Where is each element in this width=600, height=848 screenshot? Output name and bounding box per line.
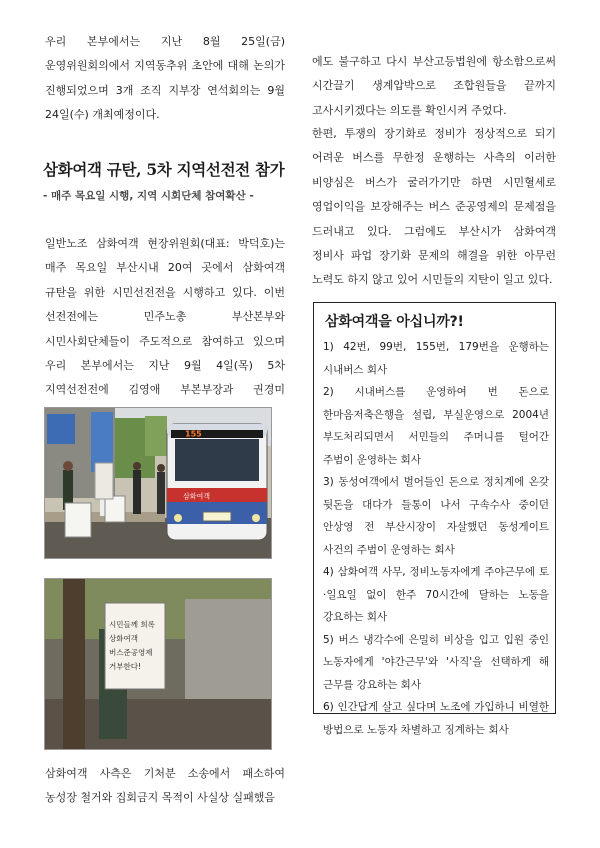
info-box-item-2: 2) 시내버스를 운영하여 번 돈으로 한마음저축은행을 설립, 부실운영으로 2004년 부도처리되면서 서민들의 주머니를 털어간 주범이 운영하는 회사: [323, 386, 549, 466]
sign-line-2: 상화여객: [109, 634, 138, 643]
sign-line-3: 버스준공영제: [109, 648, 153, 657]
bus-route-number: 155: [185, 429, 202, 439]
info-box-item-6: 6) 인간답게 살고 싶다며 노조에 가입하니 비열한 방법으로 노동자 차별하고 징계하는 회사: [323, 701, 549, 736]
right-top-paragraph: 에도 불구하고 다시 부산고등법원에 항소함으로써 시간끌기 생계압박으로 조합원들을 끝까지 고사시키겠다는 의도를 확인시켜 주었다.: [312, 55, 556, 117]
body-paragraph: 일반노조 삼화여객 현장위원회(대표: 박덕호)는 매주 목요일 부산시내 20여 곳에서 삼화여객 규탄을 위한 시민선전전을 시행하고 있다. 이번 선전전에는 민주노총 부산본부와 시민사회단체들이 주도적으로 참여하고 있으며 우리 본부에서는 지난 9월 4일(목) 5차 지역선전전에 김영애 부본부장과 권경미: [45, 237, 285, 397]
bus-destination: 삼화여객: [183, 492, 211, 501]
protest-sign-photo-image: [45, 579, 271, 749]
protest-sign-photo: [44, 578, 272, 750]
protest-bus-photo: [44, 407, 272, 559]
info-box-item-4: 4) 삼화여객 사무, 정비노동자에게 주야근무에 토·일요일 없이 한주 70시간에 달하는 노동을 강요하는 회사: [323, 566, 549, 623]
intro-paragraph: 우리 본부에서는 지난 8월 25일(금) 운영위원회의에서 지역동추위 초안에 대해 논의가 진행되었으며 3개 조직 지부장 연석회의는 9월 24일(수) 개최예정이다.: [45, 35, 285, 122]
protest-bus-photo-image: [45, 408, 271, 558]
info-box-item-5: 5) 버스 냉각수에 은밀히 비상을 입고 입원 중인 노동자에게 '야간근무'와 '사직'을 선택하게 해 근무를 강요하는 회사: [323, 633, 549, 691]
info-box-title: 삼화여객을 아십니까?!: [325, 314, 464, 330]
right-second-paragraph: 한편, 투쟁의 장기화로 정비가 정상적으로 되기 어려운 버스를 무한정 운행하는 사측의 이러한 비양심은 버스가 굴러가기만 하면 시민혈세로 영업이익을 보장해주는 버스 준공영제의 문제점을 드러내고 있다. 그럼에도 부산시가 삼화여객 정비사 파업 장기화 문제의 해결을 위한 아무런 노력도 하지 않고 있어 시민들의 지탄이 일고 있다.: [312, 127, 556, 287]
section-title: 삼화여객 규탄, 5차 지역선전전 참가: [43, 160, 285, 179]
sign-line-1: 시민들께 희록: [109, 620, 155, 629]
section-subtitle: - 매주 목요일 시행, 지역 시회단체 참여확산 -: [43, 190, 254, 202]
info-box-item-3: 3) 동성여객에서 벌어들인 돈으로 정치계에 온갖 뒷돈을 대다가 들통이 나서 구속수사 중이던 안상영 전 부산시장이 자살했던 동성게이트 사건의 주범이 운영하는 회사: [323, 476, 549, 556]
sign-line-4: 거부한다!: [109, 662, 141, 671]
info-box: [313, 302, 556, 736]
closing-paragraph: 삼화여객 사측은 기처분 소송에서 패소하여 농성장 철거와 집회금지 목적이 사실상 실패했음: [45, 767, 285, 805]
info-box-item-1: 1) 42번, 99번, 155번, 179번을 운행하는 시내버스 회사: [323, 341, 549, 376]
